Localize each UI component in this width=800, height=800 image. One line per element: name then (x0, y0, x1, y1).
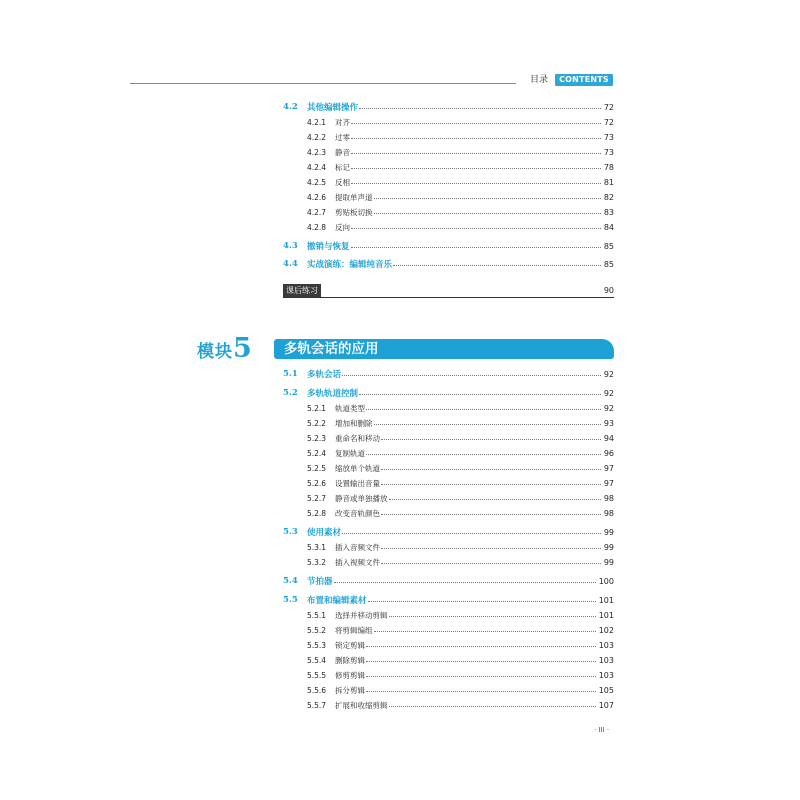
subsection-number: 5.5.2 (307, 625, 327, 635)
page-number: 84 (603, 222, 614, 232)
leader-dots (389, 706, 596, 707)
subsection-title: 锁定剪辑 (335, 640, 365, 650)
subsection-title: 剪贴板切换 (335, 207, 373, 217)
subsection-number: 4.2.3 (307, 147, 327, 157)
subsection-number: 4.2.1 (307, 117, 327, 127)
subsection-number: 4.2.2 (307, 132, 327, 142)
page-number: 92 (603, 369, 614, 379)
leader-dots (366, 676, 596, 677)
toc-subsection[interactable] (307, 416, 614, 430)
leader-dots (374, 424, 601, 425)
toc-subsection[interactable] (307, 491, 614, 505)
module-label (197, 333, 252, 364)
leader-dots (351, 183, 601, 184)
page-number: 101 (598, 610, 614, 620)
page-number: 99 (603, 542, 614, 552)
page-number: 92 (603, 403, 614, 413)
toc-subsection[interactable] (307, 190, 614, 204)
page-number: 92 (603, 388, 614, 398)
leader-dots (381, 484, 601, 485)
subsection-title: 对齐 (335, 117, 350, 127)
toc-subsection[interactable] (307, 461, 614, 475)
section-number: 4.2 (283, 102, 298, 112)
page-number: 78 (603, 162, 614, 172)
toc-exercise[interactable] (283, 284, 614, 298)
toc-section-4-3[interactable] (283, 239, 614, 253)
toc-subsection[interactable] (307, 446, 614, 460)
toc-subsection[interactable] (307, 668, 614, 682)
page-number: 107 (598, 700, 614, 710)
toc-subsection[interactable] (307, 175, 614, 189)
exercise-label: 课后练习 (283, 284, 321, 297)
toc-subsection[interactable] (307, 431, 614, 445)
leader-dots (389, 616, 596, 617)
subsection-number: 5.5.7 (307, 700, 327, 710)
toc-subsection[interactable] (307, 698, 614, 712)
leader-dots (334, 582, 596, 583)
toc-section-5-4[interactable] (283, 574, 614, 588)
leader-dots (381, 439, 601, 440)
leader-dots (381, 563, 601, 564)
page-number: 98 (603, 493, 614, 503)
subsection-title: 提取单声道 (335, 192, 373, 202)
subsection-number: 4.2.8 (307, 222, 327, 232)
section-number: 5.4 (283, 576, 298, 586)
subsection-title: 过零 (335, 132, 350, 142)
subsection-title: 改变音轨颜色 (335, 508, 380, 518)
leader-dots (374, 213, 601, 214)
subsection-number: 5.2.5 (307, 463, 327, 473)
subsection-number: 5.3.2 (307, 557, 327, 567)
toc-subsection[interactable] (307, 476, 614, 490)
page-number: 94 (603, 433, 614, 443)
leader-dots (381, 548, 601, 549)
subsection-title: 扩展和收缩剪辑 (335, 700, 388, 710)
toc-subsection[interactable] (307, 683, 614, 697)
subsection-title: 删除剪辑 (335, 655, 365, 665)
section-number: 5.3 (283, 527, 298, 537)
subsection-number: 5.5.5 (307, 670, 327, 680)
subsection-title: 缩放单个轨道 (335, 463, 380, 473)
subsection-number: 5.2.8 (307, 508, 327, 518)
subsection-number: 5.2.3 (307, 433, 327, 443)
leader-dots (381, 514, 601, 515)
page-number: 85 (603, 259, 614, 269)
subsection-number: 4.2.5 (307, 177, 327, 187)
page-number: 93 (603, 418, 614, 428)
subsection-title: 重命名和移动 (335, 433, 380, 443)
toc-section-5-2[interactable] (283, 386, 614, 400)
page-number: 102 (598, 625, 614, 635)
subsection-number: 5.2.4 (307, 448, 327, 458)
subsection-number: 4.2.4 (307, 162, 327, 172)
toc-subsection[interactable] (307, 115, 614, 129)
subsection-title: 标记 (335, 162, 350, 172)
section-number: 5.5 (283, 595, 298, 605)
toc-subsection[interactable] (307, 130, 614, 144)
module-number: 5 (233, 333, 252, 364)
section-title: 其他编辑操作 (307, 103, 359, 113)
page-number: 90 (603, 286, 614, 295)
header-rule (130, 83, 516, 84)
leader-dots (359, 394, 601, 395)
subsection-title: 将剪辑编组 (335, 625, 373, 635)
subsection-title: 反向 (335, 222, 350, 232)
module-word: 模块 (197, 342, 233, 362)
page-number: 85 (603, 241, 614, 251)
toc-subsection[interactable] (307, 638, 614, 652)
subsection-number: 5.2.2 (307, 418, 327, 428)
leader-dots (381, 469, 601, 470)
page-number: 103 (598, 655, 614, 665)
page-number: 82 (603, 192, 614, 202)
page-number: 73 (603, 132, 614, 142)
toc-subsection[interactable] (307, 160, 614, 174)
leader-dots (351, 138, 601, 139)
section-title: 布置和编辑素材 (307, 596, 367, 606)
subsection-title: 反相 (335, 177, 350, 187)
page-number: 98 (603, 508, 614, 518)
subsection-title: 设置输出音量 (335, 478, 380, 488)
subsection-number: 5.5.6 (307, 685, 327, 695)
toc-section-5-1[interactable] (283, 367, 614, 381)
page-number: 72 (603, 102, 614, 112)
subsection-number: 5.5.3 (307, 640, 327, 650)
section-number: 5.1 (283, 369, 298, 379)
page-number: 81 (603, 177, 614, 187)
page-number: 99 (603, 557, 614, 567)
section-title: 实战演练：编辑纯音乐 (307, 260, 393, 270)
subsection-number: 5.2.1 (307, 403, 327, 413)
subsection-number: 4.2.6 (307, 192, 327, 202)
page-number: 99 (603, 527, 614, 537)
leader-dots (351, 168, 601, 169)
toc-subsection[interactable] (307, 205, 614, 219)
section-number: 4.3 (283, 241, 298, 251)
subsection-title: 修剪剪辑 (335, 670, 365, 680)
page-number: 103 (598, 640, 614, 650)
section-title: 多轨轨道控制 (307, 389, 359, 399)
leader-dots (342, 533, 601, 534)
subsection-title: 静音 (335, 147, 350, 157)
toc-subsection[interactable] (307, 540, 614, 554)
leader-dots (366, 661, 596, 662)
section-title: 使用素材 (307, 528, 342, 538)
header-contents-tag: CONTENTS (555, 74, 613, 86)
leader-dots (359, 108, 601, 109)
subsection-title: 插入音频文件 (335, 542, 380, 552)
page-folio: · III · (594, 726, 610, 734)
toc-subsection[interactable] (307, 506, 614, 520)
page-number: 100 (598, 576, 614, 586)
leader-dots (374, 198, 601, 199)
subsection-title: 增加和删除 (335, 418, 373, 428)
leader-dots (393, 265, 601, 266)
toc-subsection[interactable] (307, 220, 614, 234)
toc-subsection[interactable] (307, 145, 614, 159)
header-title: 目录 (530, 75, 549, 85)
subsection-title: 插入视频文件 (335, 557, 380, 567)
subsection-number: 5.3.1 (307, 542, 327, 552)
subsection-title: 轨道类型 (335, 403, 365, 413)
toc-section-5-5[interactable] (283, 593, 614, 607)
leader-dots (351, 153, 601, 154)
page-number: 97 (603, 478, 614, 488)
toc-subsection[interactable] (307, 623, 614, 637)
toc-subsection[interactable] (307, 608, 614, 622)
leader-dots (351, 123, 601, 124)
subsection-number: 5.5.1 (307, 610, 327, 620)
subsection-title: 静音或单独播放 (335, 493, 388, 503)
section-title: 多轨会话 (307, 370, 342, 380)
toc-subsection[interactable] (307, 401, 614, 415)
leader-dots (351, 247, 601, 248)
leader-dots (366, 691, 596, 692)
subsection-number: 4.2.7 (307, 207, 327, 217)
page-number: 83 (603, 207, 614, 217)
leader-dots (389, 499, 601, 500)
module-title-bar[interactable]: 多轨会话的应用 (274, 339, 614, 359)
leader-dots (366, 454, 601, 455)
page-number: 101 (598, 595, 614, 605)
subsection-number: 5.5.4 (307, 655, 327, 665)
toc-section-5-3[interactable] (283, 525, 614, 539)
toc-subsection[interactable] (307, 555, 614, 569)
subsection-number: 5.2.7 (307, 493, 327, 503)
page-number: 96 (603, 448, 614, 458)
section-title: 撤销与恢复 (307, 242, 350, 252)
section-number: 5.2 (283, 388, 298, 398)
toc-subsection[interactable] (307, 653, 614, 667)
toc-section-4-2[interactable] (283, 100, 614, 114)
leader-dots (351, 228, 601, 229)
subsection-title: 复制轨道 (335, 448, 365, 458)
subsection-number: 5.2.6 (307, 478, 327, 488)
toc-section-4-4[interactable] (283, 257, 614, 271)
leader-dots (342, 375, 601, 376)
page-number: 97 (603, 463, 614, 473)
leader-dots (366, 409, 601, 410)
page-number: 105 (598, 685, 614, 695)
section-number: 4.4 (283, 259, 298, 269)
page-number: 103 (598, 670, 614, 680)
leader-dots (366, 646, 596, 647)
page-number: 72 (603, 117, 614, 127)
section-title: 节拍器 (307, 577, 333, 587)
subsection-title: 选择并移动剪辑 (335, 610, 388, 620)
subsection-title: 拆分剪辑 (335, 685, 365, 695)
leader-dots (374, 631, 596, 632)
page-number: 73 (603, 147, 614, 157)
leader-dots (368, 601, 596, 602)
